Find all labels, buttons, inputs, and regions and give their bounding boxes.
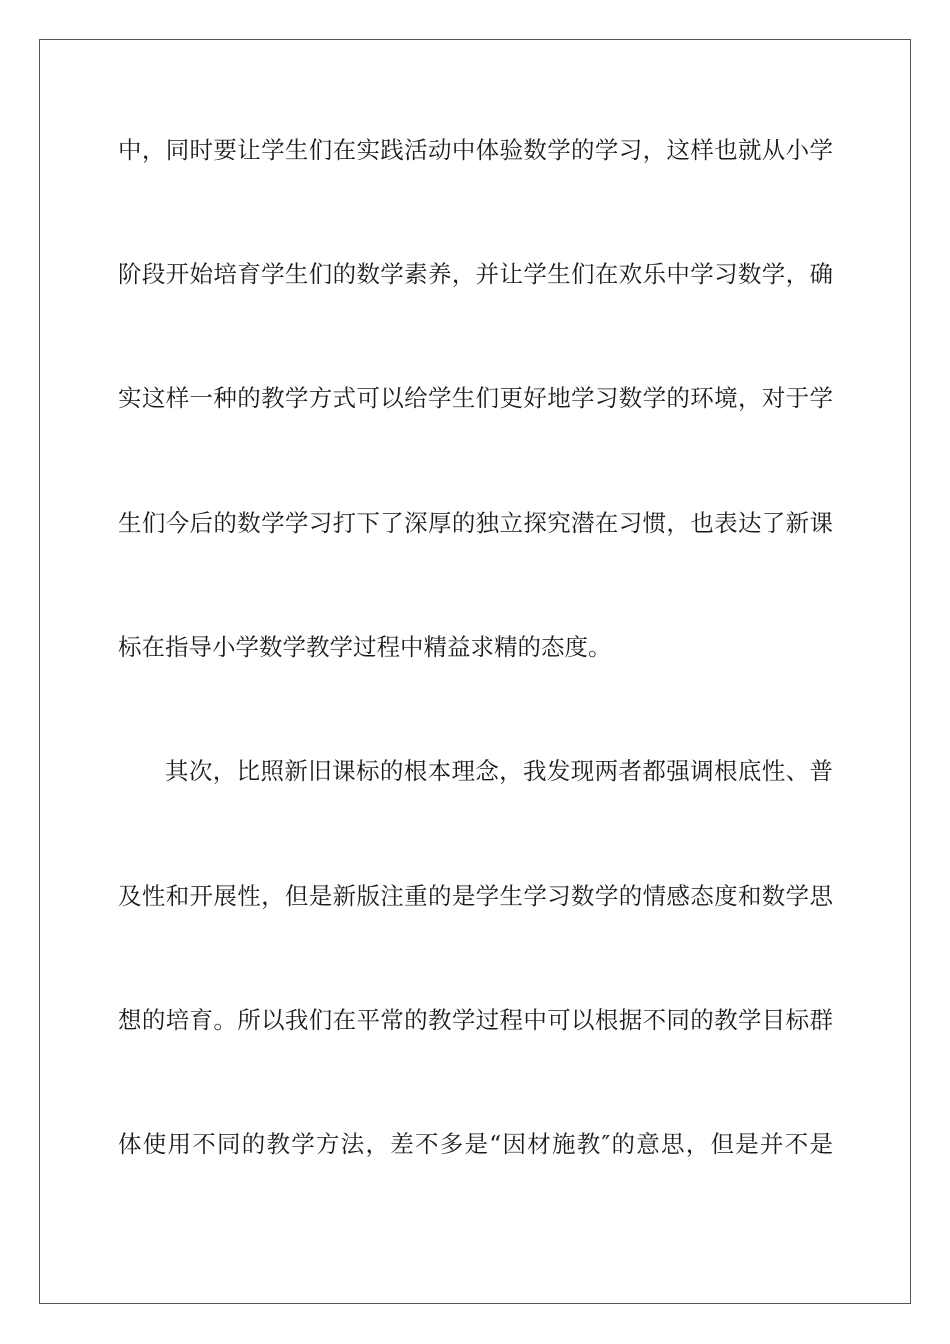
page-frame bbox=[39, 39, 911, 1304]
text-line-5: 标在指导小学数学教学过程中精益求精的态度。 bbox=[118, 633, 612, 661]
text-line-7: 及性和开展性，但是新版注重的是学生学习数学的情感态度和数学思 bbox=[118, 882, 833, 910]
text-line-1: 中，同时要让学生们在实践活动中体验数学的学习，这样也就从小学 bbox=[118, 136, 833, 164]
text-line-2: 阶段开始培育学生们的数学素养，并让学生们在欢乐中学习数学，确 bbox=[118, 260, 833, 288]
text-line-6: 其次，比照新旧课标的根本理念，我发现两者都强调根底性、普 bbox=[165, 757, 833, 785]
text-line-4: 生们今后的数学学习打下了深厚的独立探究潜在习惯，也表达了新课 bbox=[118, 509, 833, 537]
text-line-3: 实这样一种的教学方式可以给学生们更好地学习数学的环境，对于学 bbox=[118, 384, 833, 412]
text-line-9: 体使用不同的教学方法，差不多是“因材施教″的意思，但是并不是 bbox=[118, 1130, 833, 1158]
text-line-8: 想的培育。所以我们在平常的教学过程中可以根据不同的教学目标群 bbox=[118, 1006, 833, 1034]
